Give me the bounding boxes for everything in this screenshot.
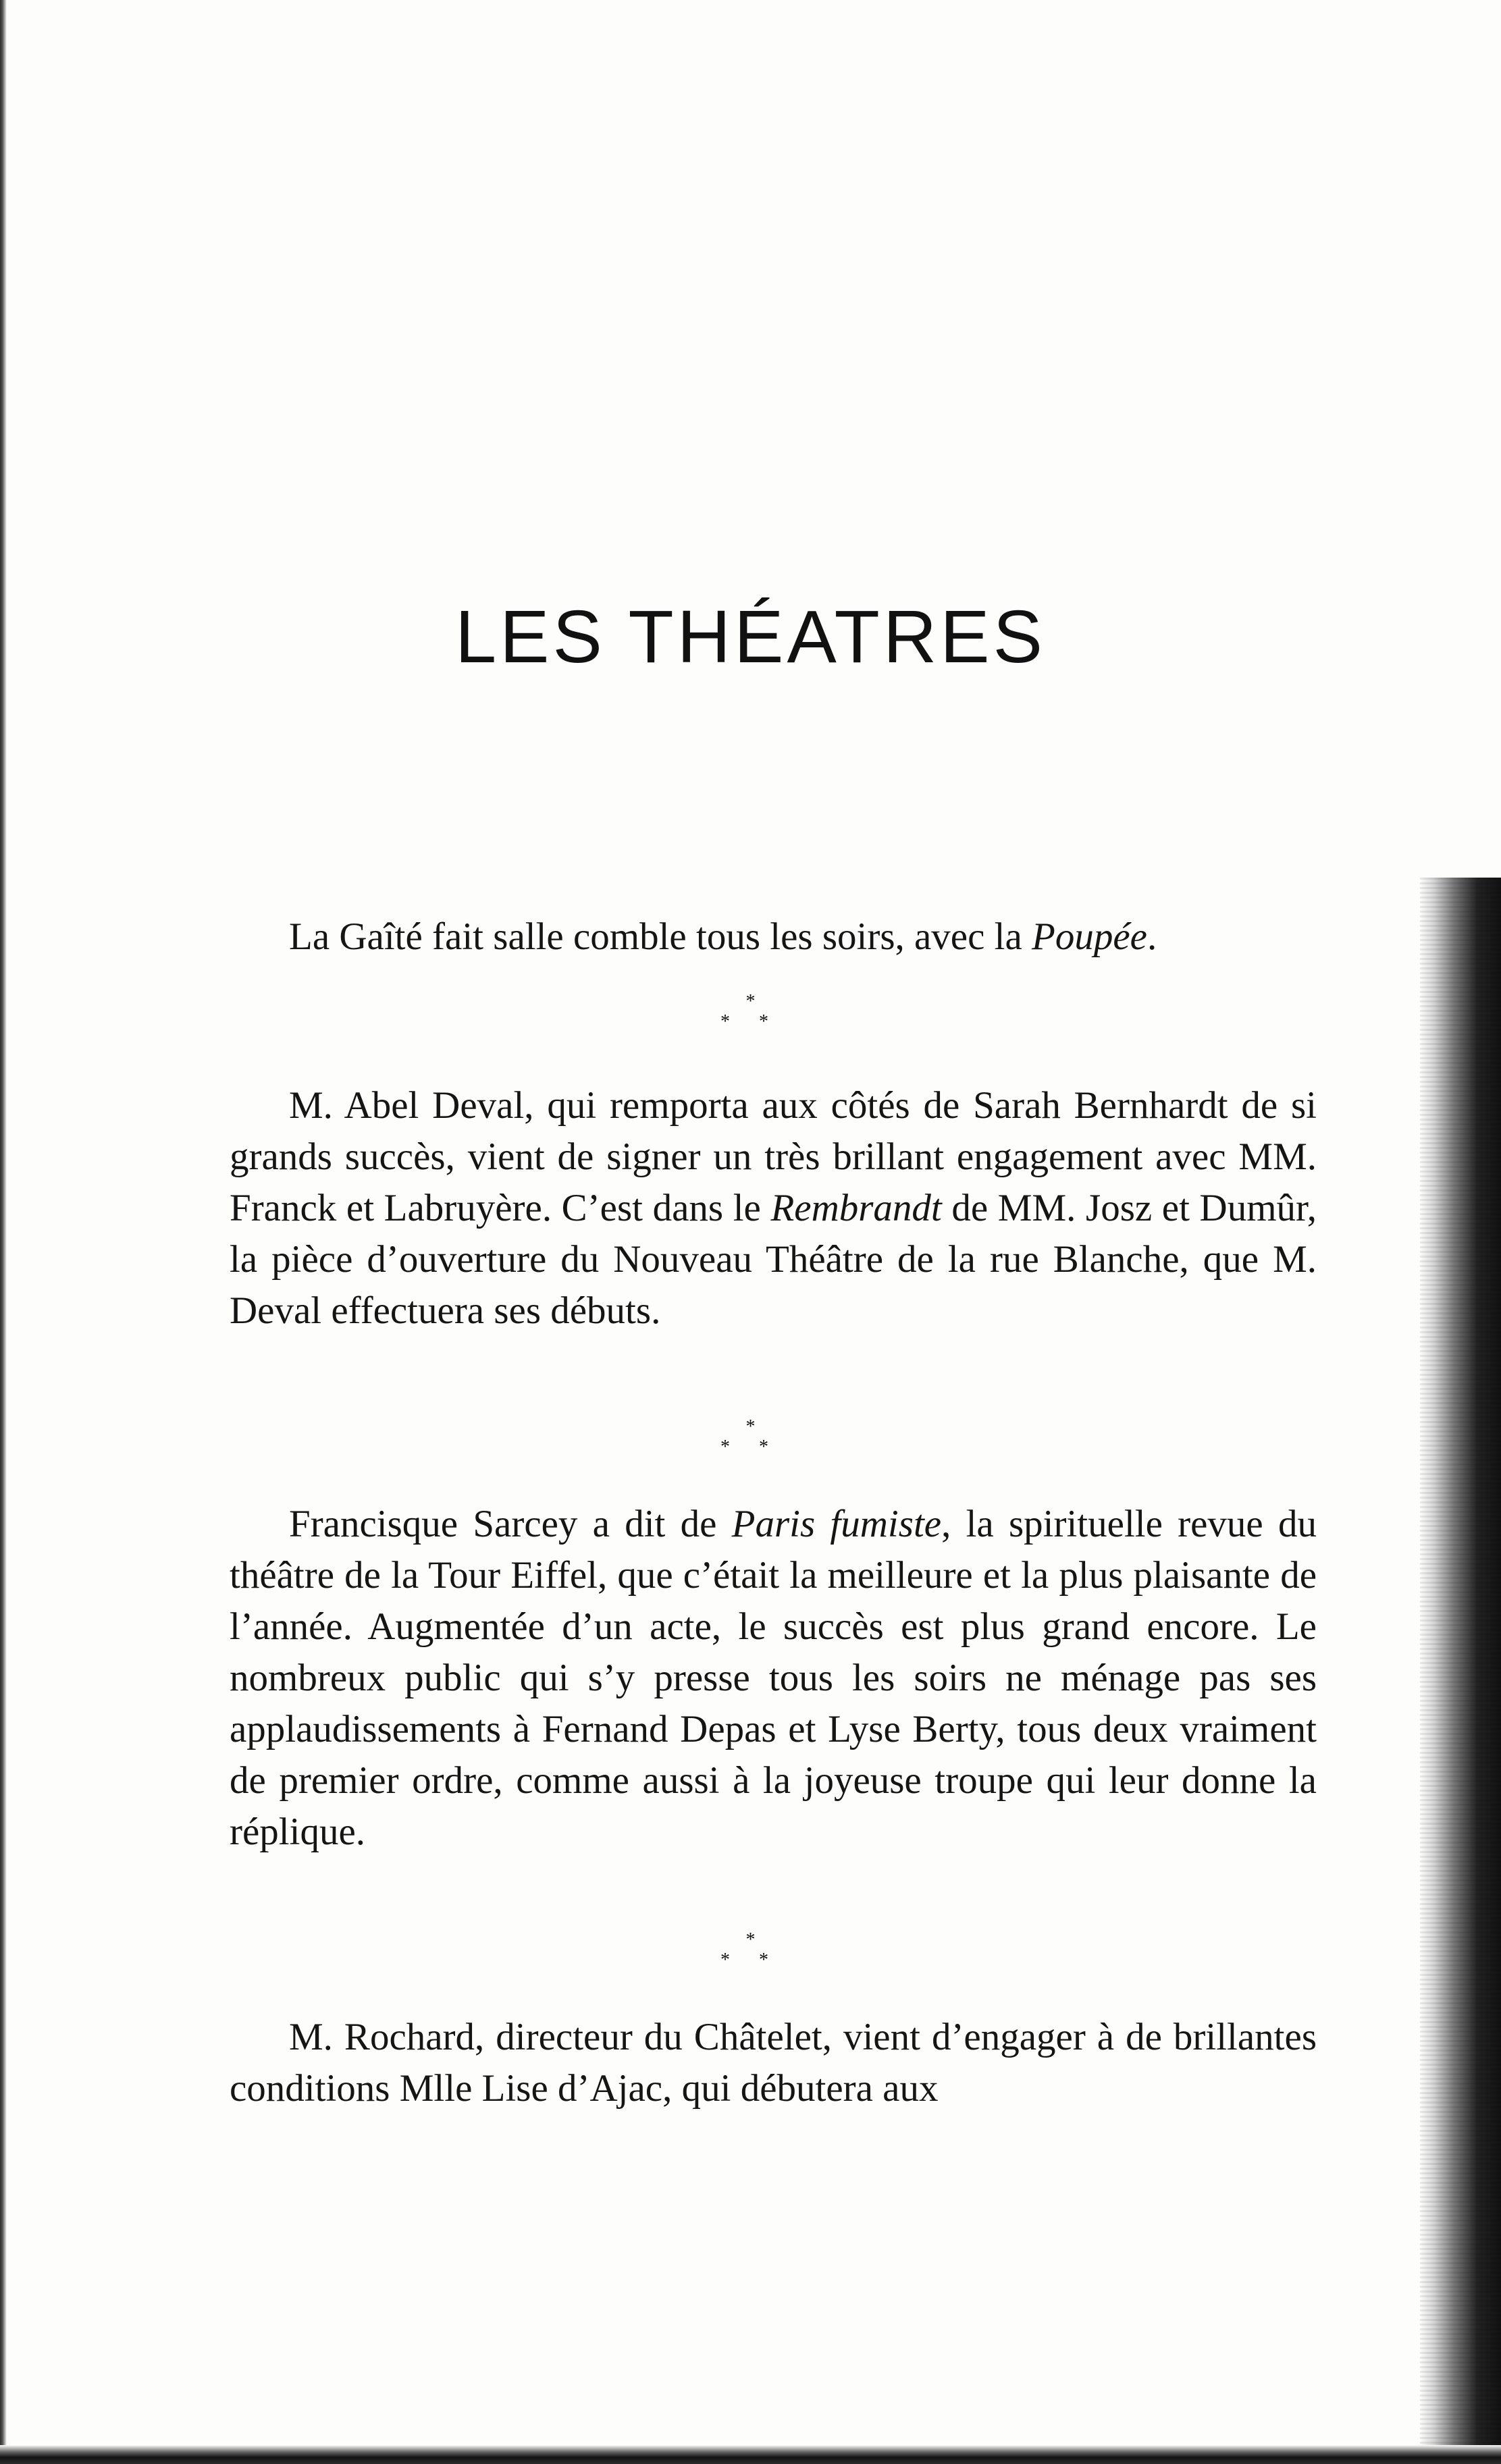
paragraph-gaite-italic: Poupée — [1032, 915, 1147, 958]
separator-top: * — [745, 1416, 756, 1437]
paragraph-sarcey-text-before: Francisque Sarcey a dit de — [289, 1503, 732, 1545]
paragraph-sarcey — [230, 1499, 1317, 1858]
right-scan-edge — [1420, 878, 1501, 2464]
separator-bottom: * * — [720, 1950, 781, 1971]
bottom-scan-edge — [0, 2445, 1501, 2464]
section-separator-1 — [0, 992, 1501, 1034]
separator-bottom: * * — [720, 1011, 781, 1032]
paragraph-deval-italic: Rembrandt — [770, 1187, 942, 1229]
paragraph-deval-text-before: M. Abel Deval, qui remporta aux côtés de Sarah Bernhardt de si grands succès, vient de signer un très brillant engagement avec MM. Franck et Labruyère. C’est dans le — [230, 1084, 1317, 1229]
left-scan-edge — [0, 0, 15, 2464]
section-separator-3 — [0, 1931, 1501, 1973]
paragraph-deval — [230, 1080, 1317, 1337]
paragraph-gaite-text-after: . — [1147, 915, 1157, 958]
paragraph-rochard: M. Rochard, directeur du Châtelet, vient d’engager à de brillantes conditions Mlle Lise d’Ajac, qui débutera aux — [230, 2016, 1317, 2110]
separator-top: * — [745, 1929, 756, 1950]
section-separator-2 — [0, 1418, 1501, 1459]
paragraph-gaite — [230, 911, 1317, 963]
paragraph-gaite-text-before: La Gaîté fait salle comble tous les soirs, avec la — [289, 915, 1032, 958]
paragraph-deval-text-after: de MM. Josz et Dumûr, la pièce d’ouverture du Nouveau Théâtre de la rue Blanche, que M. Deval effectuera ses débuts. — [230, 1187, 1317, 1332]
paragraph-sarcey-italic: Paris fumiste — [731, 1503, 942, 1545]
separator-bottom: * * — [720, 1437, 781, 1457]
page-title: LES THÉATRES — [454, 595, 1047, 678]
paragraph-sarcey-text-after: , la spirituelle revue du théâtre de la Tour Eiffel, que c’était la meilleure et la plus plaisante de l’année. Augmentée d’un acte, le succès est plus grand encore. Le nombreux public qui s’y presse tous les soirs ne ménage pas ses applaudissements à Fernand Depas et Lyse Berty, tous deux vraiment de premier ordre, comme aussi à la joyeuse troupe qui leur donne la réplique. — [230, 1503, 1317, 1853]
separator-top: * — [745, 991, 756, 1012]
